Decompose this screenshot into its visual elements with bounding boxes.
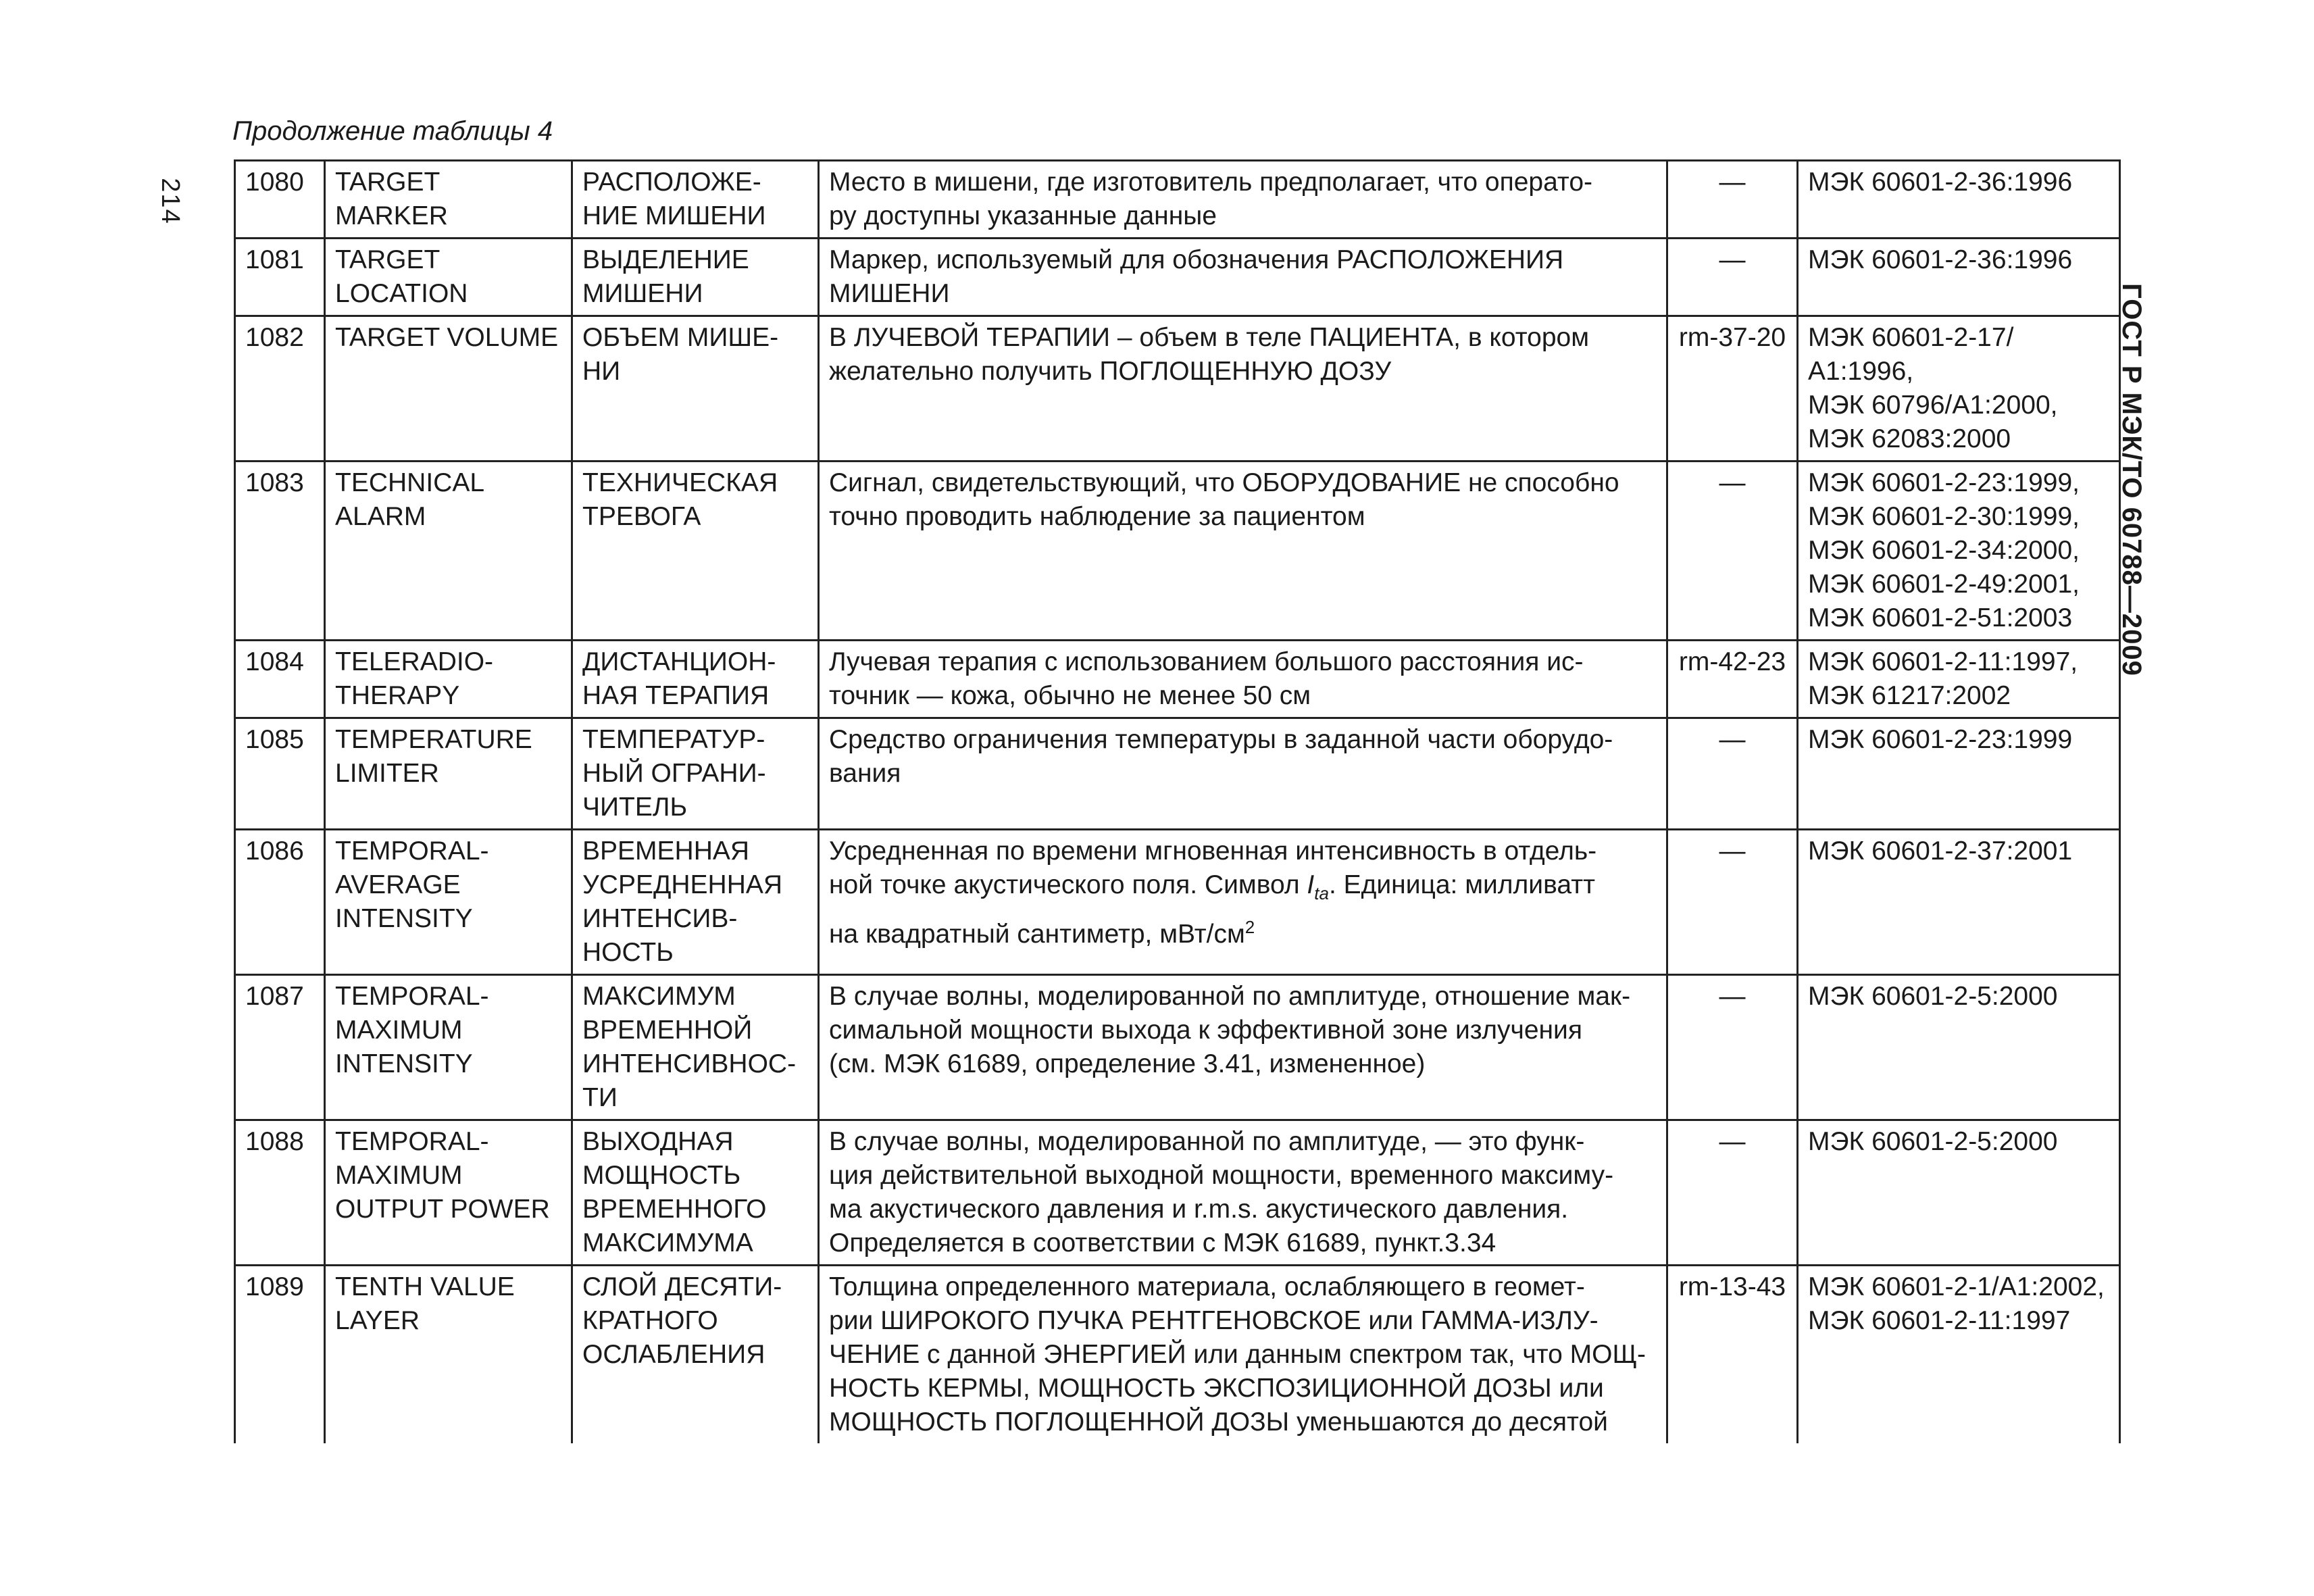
term-russian-line: МОЩНОСТЬ xyxy=(582,1161,741,1190)
term-russian-line: МИШЕНИ xyxy=(582,279,703,308)
reference-line: МЭК 60601-2-5:2000 xyxy=(1808,982,2058,1011)
term-russian xyxy=(572,316,819,462)
definition-line: МИШЕНИ xyxy=(829,279,950,308)
term-russian xyxy=(572,462,819,641)
definition-line: МОЩНОСТЬ ПОГЛОЩЕННОЙ ДОЗЫ уменьшаются до десятой xyxy=(829,1407,1608,1437)
term-number: 1084 xyxy=(235,641,325,718)
term-english-line: TARGET xyxy=(335,245,441,274)
term-english-line: MARKER xyxy=(335,201,448,230)
symbol-subscript: ta xyxy=(1314,882,1329,903)
reference-line: МЭК 62083:2000 xyxy=(1808,424,2011,453)
term-russian-line: ИНТЕНСИВНОС- xyxy=(582,1049,797,1078)
term-references xyxy=(1798,718,2120,830)
term-russian xyxy=(572,239,819,316)
definition-line: (см. МЭК 61689, определение 3.41, измененное) xyxy=(829,1049,1426,1078)
term-code: — xyxy=(1667,462,1798,641)
term-definition xyxy=(819,316,1667,462)
term-english-line: OUTPUT POWER xyxy=(335,1195,550,1224)
term-definition xyxy=(819,1120,1667,1266)
table-caption: Продолжение таблицы 4 xyxy=(232,116,553,146)
table-row xyxy=(235,830,2120,975)
term-russian-line: НОСТЬ xyxy=(582,938,674,967)
definition-line: Определяется в соответствии с МЭК 61689, пункт.3.34 xyxy=(829,1228,1496,1257)
term-russian-line: МАКСИМУМА xyxy=(582,1228,753,1257)
term-english xyxy=(325,830,572,975)
term-russian-line: ВЫХОДНАЯ xyxy=(582,1127,734,1156)
definition-line: ма акустического давления и r.m.s. акустического давления. xyxy=(829,1195,1569,1224)
term-english-line: TECHNICAL xyxy=(335,468,485,497)
term-definition xyxy=(819,161,1667,239)
reference-line: МЭК 60601-2-37:2001 xyxy=(1808,837,2073,866)
term-english xyxy=(325,462,572,641)
term-references xyxy=(1798,1266,2120,1444)
term-english-line: MAXIMUM xyxy=(335,1161,463,1190)
term-english-line: TEMPORAL- xyxy=(335,982,489,1011)
term-english xyxy=(325,161,572,239)
term-references xyxy=(1798,975,2120,1120)
term-russian-line: ОБЪЕМ МИШЕ- xyxy=(582,323,779,352)
definition-line: Маркер, используемый для обозначения РАСПОЛОЖЕНИЯ xyxy=(829,245,1564,274)
definition-line: Толщина определенного материала, ослабляющего в геомет- xyxy=(829,1272,1585,1301)
term-russian-line: РАСПОЛОЖЕ- xyxy=(582,168,761,197)
unit-superscript: 2 xyxy=(1244,916,1255,937)
definition-line: Лучевая терапия с использованием большого расстояния ис- xyxy=(829,647,1584,676)
term-english xyxy=(325,1120,572,1266)
table-row xyxy=(235,641,2120,718)
term-english-line: AVERAGE xyxy=(335,870,461,899)
table-row xyxy=(235,1266,2120,1444)
term-references xyxy=(1798,239,2120,316)
term-english-line: INTENSITY xyxy=(335,1049,473,1078)
term-russian xyxy=(572,718,819,830)
definition-line: точно проводить наблюдение за пациентом xyxy=(829,502,1365,531)
term-english-line: LOCATION xyxy=(335,279,468,308)
document-header: ГОСТ Р МЭК/ТО 60788—2009 xyxy=(2117,283,2147,676)
reference-line: МЭК 60601-2-23:1999, xyxy=(1808,468,2080,497)
term-english-line: TEMPERATURE xyxy=(335,725,532,754)
term-english-line: THERAPY xyxy=(335,681,460,710)
term-references xyxy=(1798,830,2120,975)
definition-line: Сигнал, свидетельствующий, что ОБОРУДОВАНИЕ не способно xyxy=(829,468,1619,497)
reference-line: МЭК 60601-2-36:1996 xyxy=(1808,168,2073,197)
term-english-line: LIMITER xyxy=(335,759,439,788)
reference-line: МЭК 60601-2-51:2003 xyxy=(1808,603,2073,632)
term-definition xyxy=(819,641,1667,718)
term-russian xyxy=(572,975,819,1120)
term-code: rm-13-43 xyxy=(1667,1266,1798,1444)
definition-line xyxy=(829,910,1657,951)
term-russian xyxy=(572,830,819,975)
term-definition xyxy=(819,975,1667,1120)
term-number: 1082 xyxy=(235,316,325,462)
term-english-line: TELERADIO- xyxy=(335,647,494,676)
term-number: 1088 xyxy=(235,1120,325,1266)
term-english-line: TARGET VOLUME xyxy=(335,323,559,352)
definition-text: ной точке акустического поля. Символ xyxy=(829,870,1307,899)
term-russian-line: ВРЕМЕННОЙ xyxy=(582,1016,753,1045)
definition-line: В случае волны, моделированной по амплитуде, отношение мак- xyxy=(829,982,1631,1011)
term-russian-line: ТЕМПЕРАТУР- xyxy=(582,725,765,754)
table-row xyxy=(235,462,2120,641)
definition-line: симальной мощности выхода к эффективной зоне излучения xyxy=(829,1016,1582,1045)
definition-line: точник — кожа, обычно не менее 50 см xyxy=(829,681,1311,710)
table-body xyxy=(235,161,2120,1444)
term-definition xyxy=(819,830,1667,975)
table-row xyxy=(235,161,2120,239)
term-english-line: TEMPORAL- xyxy=(335,837,489,866)
definition-line: В случае волны, моделированной по амплитуде, — это функ- xyxy=(829,1127,1585,1156)
table-row xyxy=(235,1120,2120,1266)
reference-line: МЭК 60796/А1:2000, xyxy=(1808,391,2058,420)
term-russian-line: УСРЕДНЕННАЯ xyxy=(582,870,783,899)
definition-line: вания xyxy=(829,759,901,788)
term-english xyxy=(325,641,572,718)
term-russian-line: ВЫДЕЛЕНИЕ xyxy=(582,245,749,274)
reference-line: МЭК 60601-2-34:2000, xyxy=(1808,536,2080,565)
term-number: 1083 xyxy=(235,462,325,641)
term-russian-line: ТИ xyxy=(582,1083,618,1112)
term-russian-line: ВРЕМЕННОГО xyxy=(582,1195,767,1224)
term-russian-line: ИНТЕНСИВ- xyxy=(582,904,738,933)
definition-line: Усредненная по времени мгновенная интенсивность в отдель- xyxy=(829,837,1597,866)
table-row xyxy=(235,239,2120,316)
table-row xyxy=(235,975,2120,1120)
reference-line: МЭК 60601-2-23:1999 xyxy=(1808,725,2073,754)
definition-line: НОСТЬ КЕРМЫ, МОЩНОСТЬ ЭКСПОЗИЦИОННОЙ ДОЗЫ или xyxy=(829,1374,1604,1403)
term-russian-line: НИ xyxy=(582,357,621,386)
reference-line: МЭК 60601-2-36:1996 xyxy=(1808,245,2073,274)
term-russian-line: КРАТНОГО xyxy=(582,1306,718,1335)
definition-line: ру доступны указанные данные xyxy=(829,201,1217,230)
term-references xyxy=(1798,161,2120,239)
reference-line: МЭК 60601-2-30:1999, xyxy=(1808,502,2080,531)
term-definition xyxy=(819,462,1667,641)
term-english-line: TARGET xyxy=(335,168,441,197)
term-russian xyxy=(572,161,819,239)
term-russian-line: ОСЛАБЛЕНИЯ xyxy=(582,1340,765,1369)
term-number: 1080 xyxy=(235,161,325,239)
term-code: rm-37-20 xyxy=(1667,316,1798,462)
term-russian-line: ЧИТЕЛЬ xyxy=(582,793,688,822)
page-number: 214 xyxy=(156,178,185,225)
term-code: rm-42-23 xyxy=(1667,641,1798,718)
term-code: — xyxy=(1667,1120,1798,1266)
term-russian-line: СЛОЙ ДЕСЯТИ- xyxy=(582,1272,782,1301)
term-russian-line: ВРЕМЕННАЯ xyxy=(582,837,750,866)
term-russian-line: ТЕХНИЧЕСКАЯ xyxy=(582,468,778,497)
term-code: — xyxy=(1667,161,1798,239)
term-english xyxy=(325,316,572,462)
reference-line: МЭК 61217:2002 xyxy=(1808,681,2011,710)
term-russian-line: НАЯ ТЕРАПИЯ xyxy=(582,681,770,710)
reference-line: МЭК 60601-2-49:2001, xyxy=(1808,570,2080,599)
term-references xyxy=(1798,316,2120,462)
term-russian-line: ТРЕВОГА xyxy=(582,502,701,531)
term-russian-line: НИЕ МИШЕНИ xyxy=(582,201,766,230)
definition-line: желательно получить ПОГЛОЩЕННУЮ ДОЗУ xyxy=(829,357,1392,386)
definition-line: Место в мишени, где изготовитель предполагает, что операто- xyxy=(829,168,1593,197)
definition-line xyxy=(829,868,1657,910)
term-references xyxy=(1798,641,2120,718)
term-code: — xyxy=(1667,718,1798,830)
definition-line: В ЛУЧЕВОЙ ТЕРАПИИ – объем в теле ПАЦИЕНТА, в котором xyxy=(829,323,1590,352)
term-russian xyxy=(572,1266,819,1444)
term-code: — xyxy=(1667,239,1798,316)
symbol: I xyxy=(1307,870,1315,899)
term-number: 1086 xyxy=(235,830,325,975)
term-english-line: ALARM xyxy=(335,502,426,531)
term-code: — xyxy=(1667,830,1798,975)
term-russian xyxy=(572,641,819,718)
definition-text: на квадратный сантиметр, мВт/см xyxy=(829,919,1245,949)
term-english-line: MAXIMUM xyxy=(335,1016,463,1045)
definition-line: ЧЕНИЕ с данной ЭНЕРГИЕЙ или данным спектром так, что МОЩ- xyxy=(829,1340,1646,1369)
term-english-line: LAYER xyxy=(335,1306,420,1335)
term-russian-line: ДИСТАНЦИОН- xyxy=(582,647,776,676)
term-english-line: INTENSITY xyxy=(335,904,473,933)
term-english-line: TEMPORAL- xyxy=(335,1127,489,1156)
term-english xyxy=(325,1266,572,1444)
reference-line: МЭК 60601-2-11:1997, xyxy=(1808,647,2078,676)
definition-line: Средство ограничения температуры в заданной части оборудо- xyxy=(829,725,1613,754)
reference-line: МЭК 60601-2-5:2000 xyxy=(1808,1127,2058,1156)
reference-line: МЭК 60601-2-1/А1:2002, xyxy=(1808,1272,2105,1301)
term-english-line: TENTH VALUE xyxy=(335,1272,515,1301)
table-row xyxy=(235,718,2120,830)
table-row xyxy=(235,316,2120,462)
term-references xyxy=(1798,1120,2120,1266)
term-definition xyxy=(819,718,1667,830)
term-russian-line: НЫЙ ОГРАНИ- xyxy=(582,759,766,788)
term-english xyxy=(325,718,572,830)
term-definition xyxy=(819,1266,1667,1444)
terms-table xyxy=(234,159,2121,1443)
term-code: — xyxy=(1667,975,1798,1120)
term-definition xyxy=(819,239,1667,316)
reference-line: МЭК 60601-2-17/А1:1996, xyxy=(1808,323,2014,386)
definition-line: рии ШИРОКОГО ПУЧКА РЕНТГЕНОВСКОЕ или ГАММА-ИЗЛУ- xyxy=(829,1306,1599,1335)
term-russian xyxy=(572,1120,819,1266)
term-english xyxy=(325,239,572,316)
term-references xyxy=(1798,462,2120,641)
term-number: 1081 xyxy=(235,239,325,316)
term-russian-line: МАКСИМУМ xyxy=(582,982,736,1011)
term-number: 1087 xyxy=(235,975,325,1120)
term-number: 1085 xyxy=(235,718,325,830)
definition-line: ция действительной выходной мощности, временного максиму- xyxy=(829,1161,1614,1190)
term-english xyxy=(325,975,572,1120)
term-number: 1089 xyxy=(235,1266,325,1444)
definition-text: . Единица: милливатт xyxy=(1328,870,1595,899)
reference-line: МЭК 60601-2-11:1997 xyxy=(1808,1306,2071,1335)
